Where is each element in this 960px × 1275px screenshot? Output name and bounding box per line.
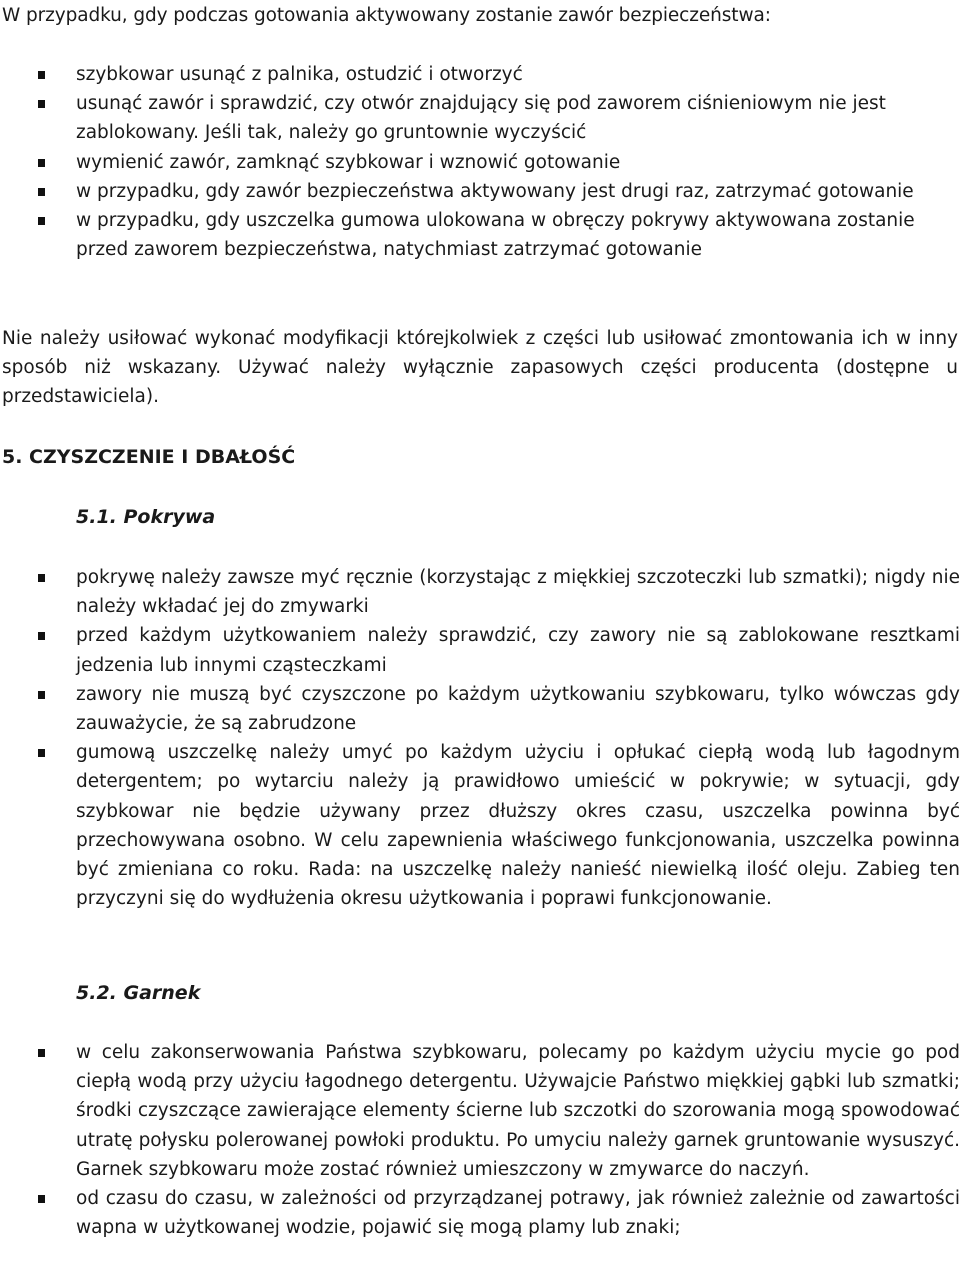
square-bullet-icon <box>38 217 45 225</box>
list-item: w przypadku, gdy uszczelka gumowa ulokowana w obręczy pokrywy aktywowana zostanie przed zaworem bezpieczeństwa, natychmiast zatrzymać gotowanie <box>38 206 960 264</box>
intro-line: W przypadku, gdy podczas gotowania aktywowany zostanie zawór bezpieczeństwa: <box>2 5 771 26</box>
square-bullet-icon <box>38 691 45 699</box>
lid-care-list <box>38 563 960 913</box>
square-bullet-icon <box>38 632 45 640</box>
square-bullet-icon <box>38 749 45 757</box>
list-item: usunąć zawór i sprawdzić, czy otwór znajdujący się pod zaworem ciśnieniowym nie jest zablokowany. Jeśli tak, należy go gruntownie wyczyścić <box>38 89 960 147</box>
subsection-heading-pokrywa: 5.1. Pokrywa <box>76 506 216 528</box>
square-bullet-icon <box>38 71 45 79</box>
square-bullet-icon <box>38 574 45 582</box>
list-item: gumową uszczelkę należy umyć po każdym użyciu i opłukać ciepłą wodą lub łagodnym detergentem; po wytarciu należy ją prawidłowo umieścić w pokrywie; w sytuacji, gdy szybkowar nie będzie używany przez dłuższy okres czasu, uszczelka powinna być przechowywana osobno. W celu zapewnienia właściwego funkcjonowania, uszczelka powinna być zmieniana co roku. Rada: na uszczelkę należy nanieść niewielką ilość oleju. Zabieg ten przyczyni się do wydłużenia okresu użytkowania i poprawi funkcjonowanie. <box>38 738 960 913</box>
list-item: wymienić zawór, zamknąć szybkowar i wznowić gotowanie <box>38 148 960 177</box>
pot-care-list <box>38 1038 960 1242</box>
square-bullet-icon <box>38 1195 45 1203</box>
list-item: zawory nie muszą być czyszczone po każdym użytkowaniu szybkowaru, tylko wówczas gdy zauważycie, że są zabrudzone <box>38 680 960 738</box>
valve-steps-list <box>38 60 960 264</box>
list-item: szybkowar usunąć z palnika, ostudzić i otworzyć <box>38 60 960 89</box>
list-item: w celu zakonserwowania Państwa szybkowaru, polecamy po każdym użyciu mycie go pod ciepłą wodą przy użyciu łagodnego detergentu. Używajcie Państwo miękkiej gąbki lub szmatki; środki czyszczące zawierające elementy ścierne lub szczotki do szorowania mogą spowodować utratę połysku polerowanej powłoki produktu. Po umyciu należy garnek gruntowanie wysuszyć. Garnek szybkowaru może zostać również umieszczony w zmywarce do naczyń. <box>38 1038 960 1184</box>
square-bullet-icon <box>38 1049 45 1057</box>
list-item: przed każdym użytkowaniem należy sprawdzić, czy zawory nie są zablokowane resztkami jedzenia lub innymi cząsteczkami <box>38 621 960 679</box>
square-bullet-icon <box>38 100 45 108</box>
list-item: pokrywę należy zawsze myć ręcznie (korzystając z miękkiej szczoteczki lub szmatki); nigdy nie należy wkładać jej do zmywarki <box>38 563 960 621</box>
subsection-heading-garnek: 5.2. Garnek <box>76 982 201 1004</box>
list-item: od czasu do czasu, w zależności od przyrządzanej potrawy, jak również zależnie od zawartości wapna w użytkowanej wodzie, pojawić się mogą plamy lub znaki; <box>38 1184 960 1242</box>
section-heading: 5. CZYSZCZENIE I DBAŁOŚĆ <box>2 446 296 468</box>
modification-warning-paragraph: Nie należy usiłować wykonać modyfikacji którejkolwiek z części lub usiłować zmontowania ich w inny sposób niż wskazany. Używać należy wyłącznie zapasowych części producenta (dostępne u przedstawiciela). <box>2 328 958 408</box>
list-item: w przypadku, gdy zawór bezpieczeństwa aktywowany jest drugi raz, zatrzymać gotowanie <box>38 177 960 206</box>
square-bullet-icon <box>38 159 45 167</box>
square-bullet-icon <box>38 188 45 196</box>
